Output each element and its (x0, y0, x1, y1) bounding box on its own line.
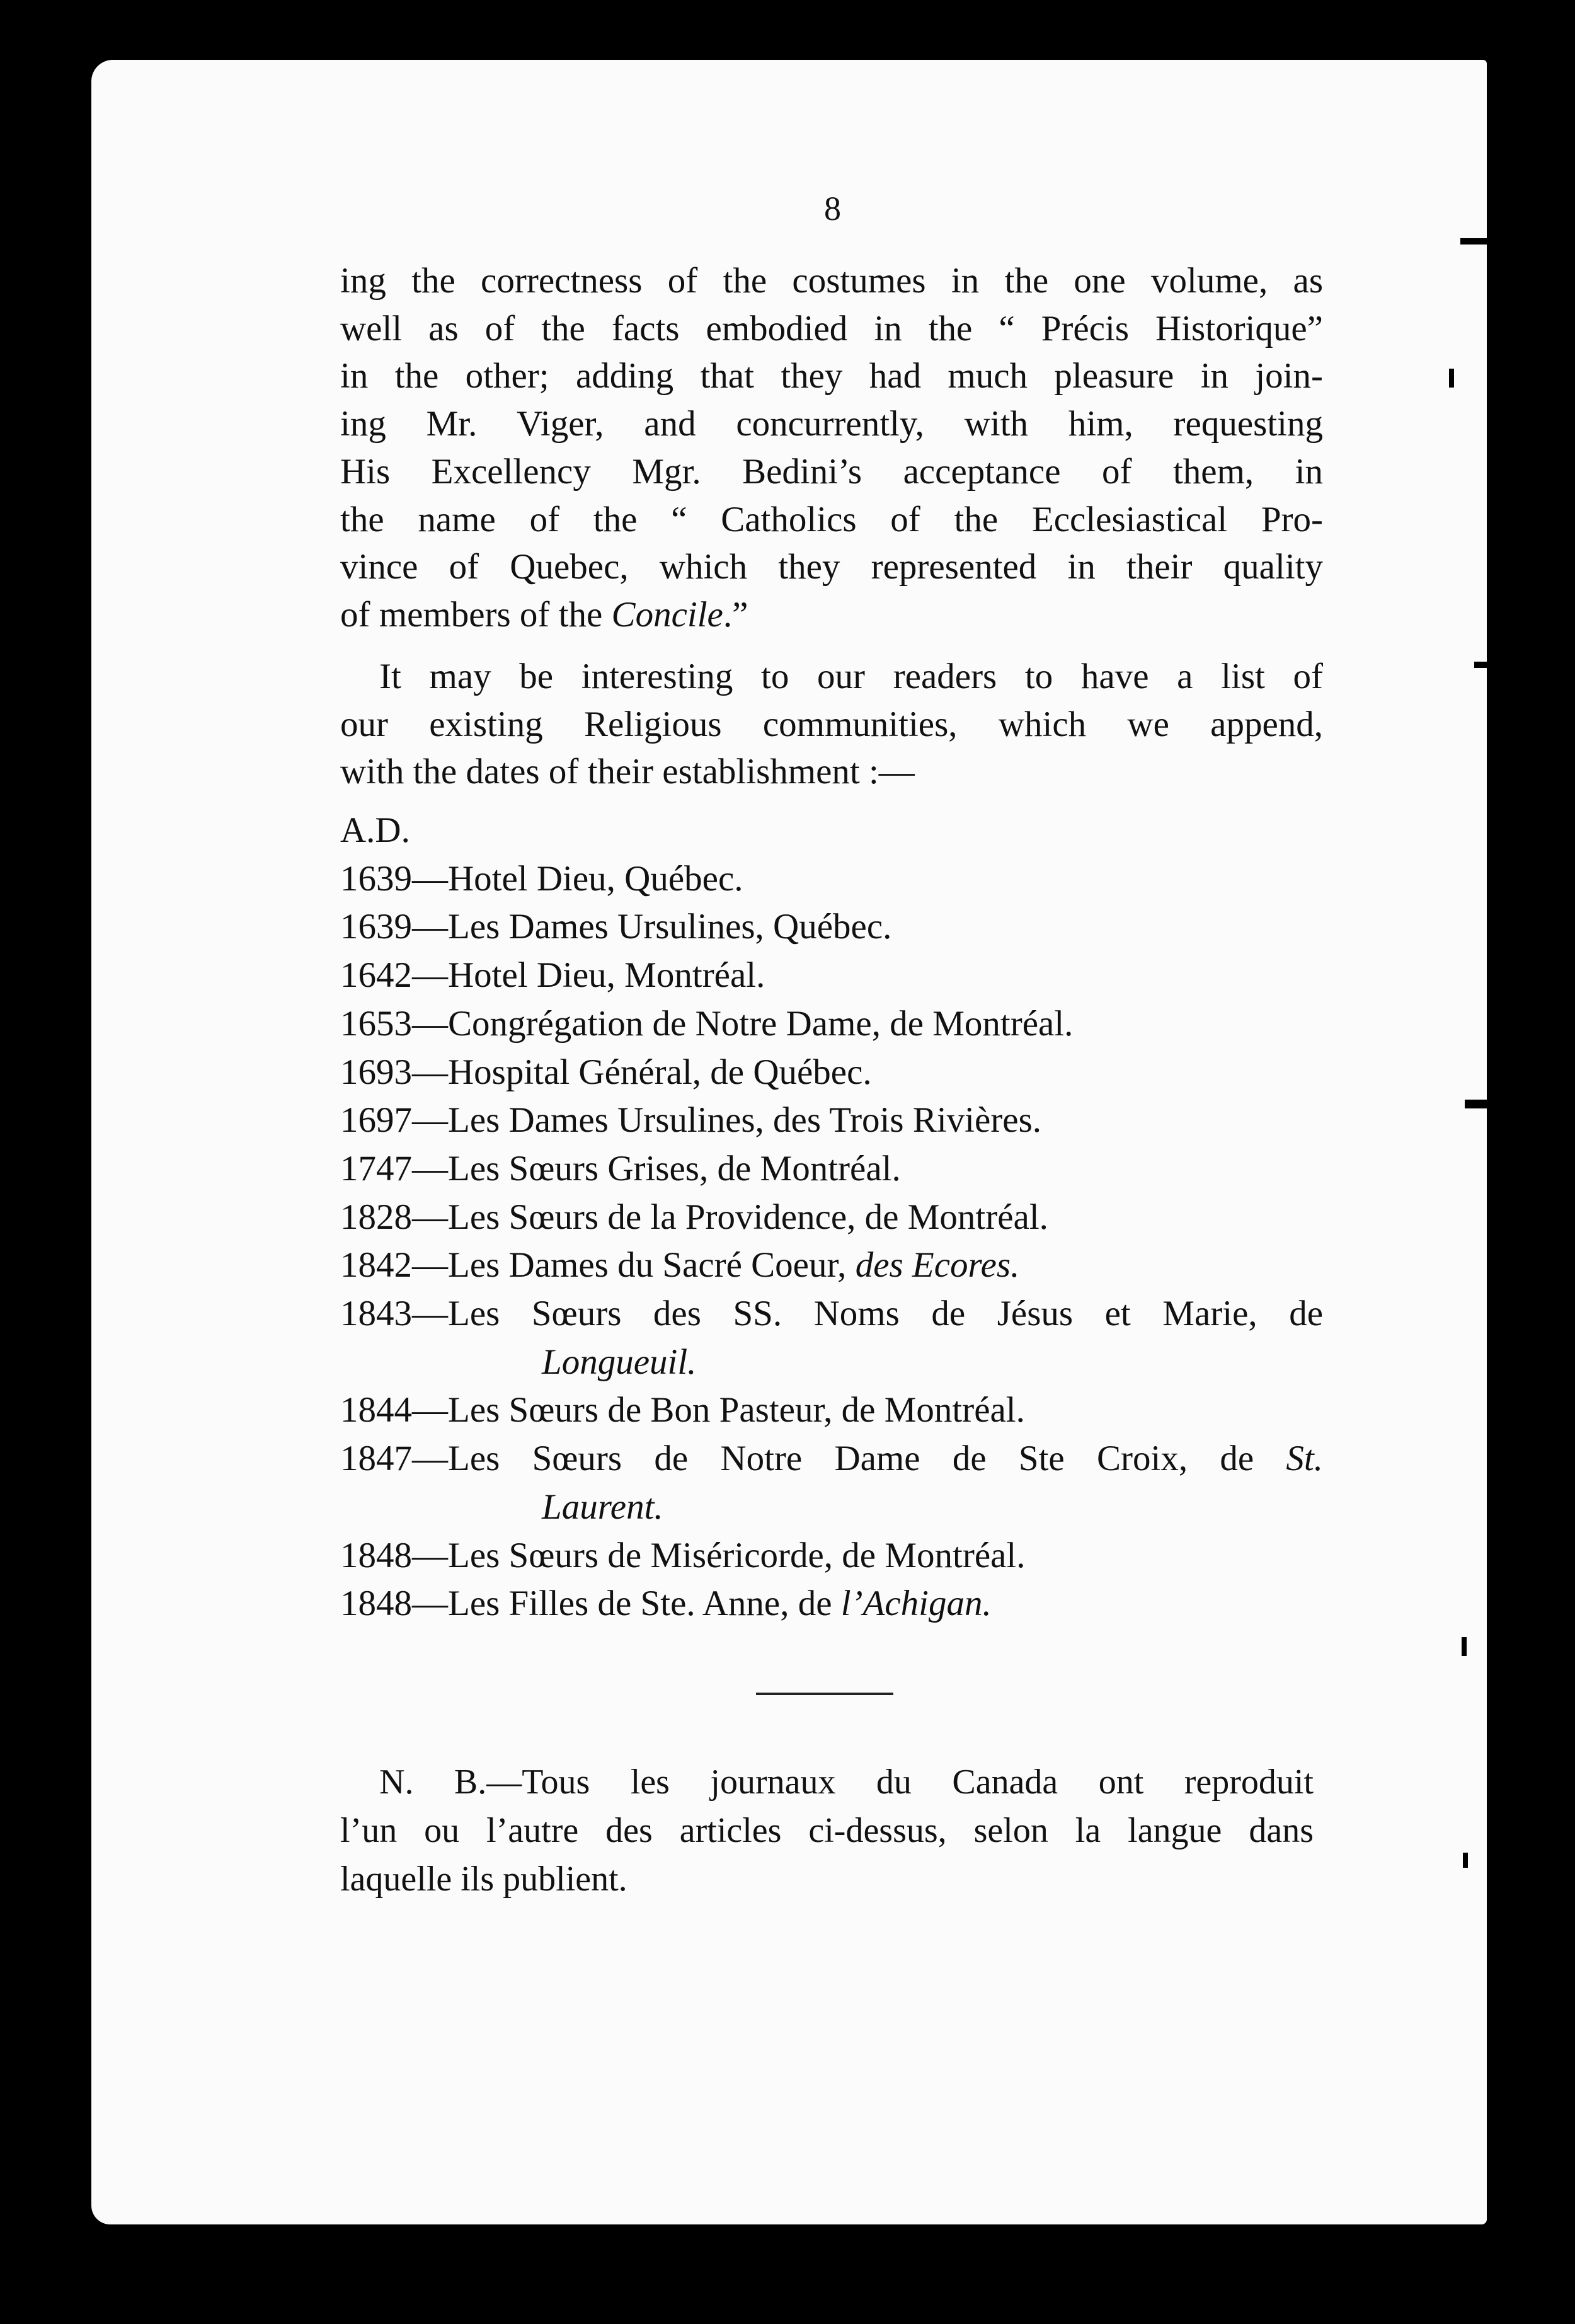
text-line: ing Mr. Viger, and concurrently, with him, requesting (340, 404, 1323, 444)
nota-bene (340, 1758, 1314, 1904)
page-number: 8 (824, 190, 841, 227)
paragraph-costumes (340, 257, 1323, 639)
list-item-text: 1842—Les Dames du Sacré Coeur, (340, 1245, 856, 1286)
binding-mark (1474, 662, 1493, 668)
text-line: It may be interesting to our readers to have a list of (379, 657, 1323, 696)
list-item: 1843—Les Sœurs des SS. Noms de Jésus et Marie, de (340, 1294, 1323, 1334)
list-item-continuation: Longueuil. (542, 1342, 697, 1382)
list-item: 1642—Hotel Dieu, Montréal. (340, 955, 765, 996)
text-line: l’un ou l’autre des articles ci-dessus, selon la langue dans (340, 1811, 1314, 1850)
binding-mark (1449, 369, 1454, 388)
section-divider (756, 1693, 893, 1695)
text-line: our existing Religious communities, which we append, (340, 704, 1323, 744)
text-line: in the other; adding that they had much pleasure in join- (340, 356, 1323, 396)
text-line: laquelle ils publient. (340, 1860, 627, 1899)
list-item (340, 1241, 1323, 1290)
list-item-text: 1848—Les Filles de Ste. Anne, de (340, 1584, 841, 1624)
list-item: 1828—Les Sœurs de la Providence, de Montréal. (340, 1197, 1048, 1237)
list-item: 1697—Les Dames Ursulines, des Trois Rivières. (340, 1100, 1042, 1141)
list-item-continuation: Laurent. (542, 1487, 663, 1527)
establishments-list (340, 807, 1323, 1628)
paragraph-intro-list (340, 653, 1323, 796)
list-item-italic: St. (1286, 1439, 1323, 1479)
list-item-italic: l’Achigan. (840, 1584, 992, 1624)
binding-mark (1462, 1637, 1467, 1656)
list-item-text: 1847—Les Sœurs de Notre Dame de Ste Croix, de (340, 1439, 1286, 1479)
binding-mark (1463, 1853, 1468, 1868)
binding-mark (1465, 1100, 1493, 1108)
list-item: 1653—Congrégation de Notre Dame, de Montréal. (340, 1003, 1074, 1044)
list-item: 1639—Les Dames Ursulines, Québec. (340, 907, 892, 947)
text-line: ing the correctness of the costumes in the one volume, as (340, 261, 1323, 301)
list-item: 1639—Hotel Dieu, Québec. (340, 858, 743, 899)
italic-word: Concile (611, 594, 723, 635)
text-line: with the dates of their establishment :— (340, 752, 915, 792)
list-item: 1848—Les Sœurs de Miséricorde, de Montréal. (340, 1535, 1026, 1575)
text-run: of members of the (340, 594, 612, 635)
text-run: .” (723, 594, 748, 635)
list-item-italic: des Ecores. (855, 1245, 1020, 1286)
text-line: N. B.—Tous les journaux du Canada ont reproduit (379, 1763, 1314, 1802)
text-line: vince of Quebec, which they represented in their quality (340, 547, 1323, 587)
text-line (340, 591, 1323, 639)
text-line: His Excellency Mgr. Bedini’s acceptance of them, in (340, 451, 1323, 492)
list-item: 1747—Les Sœurs Grises, de Montréal. (340, 1148, 901, 1188)
list-item: 1844—Les Sœurs de Bon Pasteur, de Montréal. (340, 1390, 1025, 1430)
text-line: well as of the facts embodied in the “ Précis Historique” (340, 308, 1323, 348)
list-item (340, 1580, 1323, 1628)
list-item (340, 1435, 1323, 1483)
text-line: the name of the “ Catholics of the Ecclesiastical Pro- (340, 499, 1323, 539)
list-heading: A.D. (340, 810, 410, 850)
binding-mark (1460, 238, 1493, 244)
list-item: 1693—Hospital Général, de Québec. (340, 1052, 872, 1092)
